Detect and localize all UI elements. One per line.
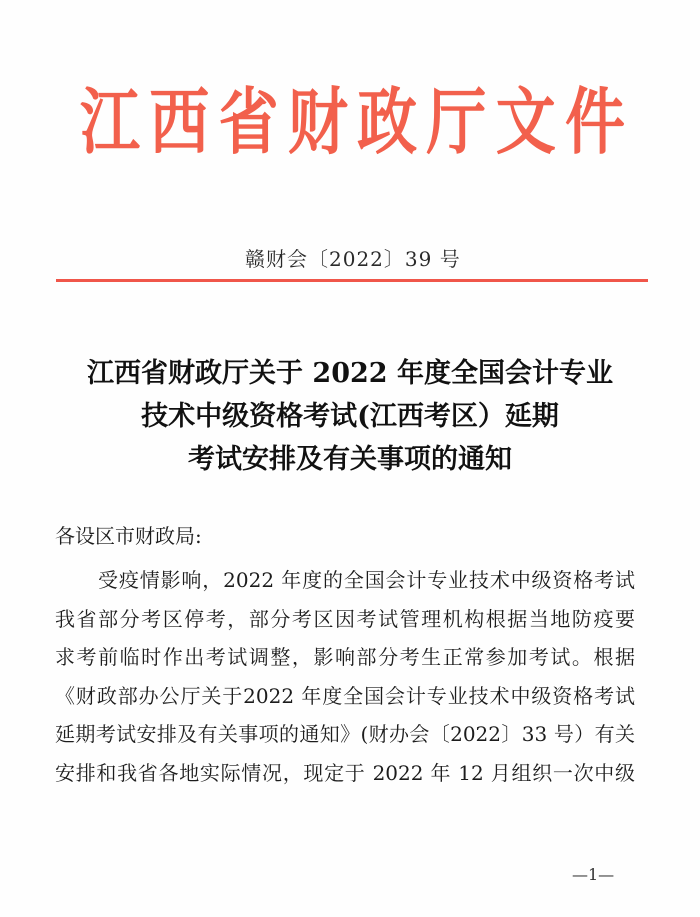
issuer-char: 文	[495, 81, 556, 165]
issuer-char: 厅	[426, 81, 487, 165]
issuer-header	[80, 80, 625, 166]
issuer-char: 省	[218, 81, 279, 165]
body-line: 《财政部办公厅关于2022 年度全国会计专业技术中级资格考试	[55, 683, 635, 708]
document-number: 赣财会〔2022〕39 号	[245, 247, 461, 271]
issuer-char: 政	[357, 81, 418, 165]
issuer-char: 件	[564, 81, 625, 165]
red-divider-rule	[56, 279, 648, 282]
issuer-char: 西	[149, 81, 210, 165]
body-line: 受疫情影响，2022 年度的全国会计专业技术中级资格考试	[98, 568, 635, 592]
body-paragraph	[55, 561, 635, 792]
document-title	[40, 352, 660, 481]
salutation: 各设区市财政局:	[55, 524, 202, 548]
title-line: 考试安排及有关事项的通知	[188, 444, 512, 475]
body-line: 我省部分考区停考，部分考区因考试管理机构根据当地防疫要	[55, 606, 635, 631]
page-number: —1—	[572, 865, 615, 884]
issuer-char: 江	[80, 81, 140, 165]
body-line: 安排和我省各地实际情况，现定于 2022 年 12 月组织一次中级	[55, 760, 635, 785]
body-line: 延期考试安排及有关事项的通知》(财办会〔2022〕33 号）有关	[55, 722, 635, 746]
title-line: 技术中级资格考试(江西考区）延期	[141, 401, 559, 432]
title-line: 江西省财政厅关于 2022 年度全国会计专业	[87, 358, 613, 389]
issuer-char: 财	[287, 81, 348, 165]
body-line: 求考前临时作出考试调整，影响部分考生正常参加考试。根据	[55, 645, 635, 669]
